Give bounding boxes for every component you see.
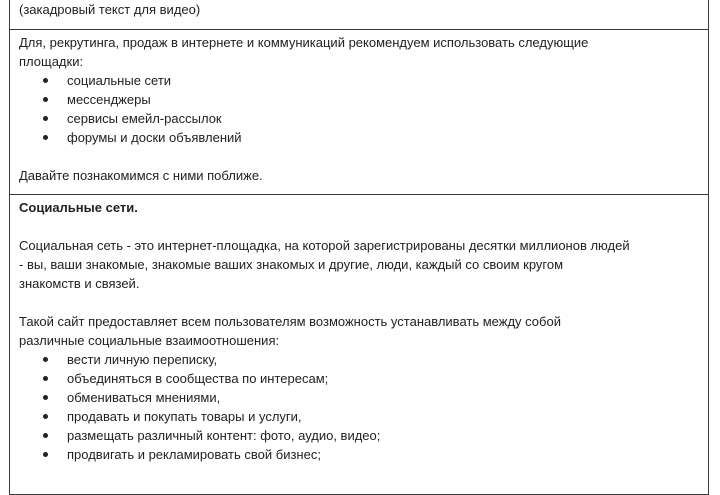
- top-row-cell: [10, 0, 708, 29]
- platforms-cell: [10, 29, 708, 194]
- list-item: [43, 109, 699, 128]
- capabilities-line-1: Такой сайт предоставляет всем пользователям возможность устанавливать между собой: [19, 314, 561, 329]
- bullet-icon: [43, 433, 48, 438]
- capabilities-line-2: различные социальные взаимоотношения:: [19, 333, 280, 348]
- list-item-text: форумы и доски объявлений: [67, 130, 242, 145]
- bullet-icon: [43, 97, 48, 102]
- bullet-icon: [43, 116, 48, 121]
- bullet-icon: [43, 78, 48, 83]
- list-item-text: продавать и покупать товары и услуги,: [67, 409, 302, 424]
- list-item: [43, 128, 699, 147]
- list-item-text: вести личную переписку,: [67, 352, 218, 367]
- platforms-intro-line-1: Для, рекрутинга, продаж в интернете и коммуникаций рекомендуем использовать следующие: [19, 35, 589, 50]
- list-item: [43, 388, 699, 407]
- bullet-icon: [43, 414, 48, 419]
- list-item: [43, 369, 699, 388]
- list-item: [43, 71, 699, 90]
- bullet-icon: [43, 452, 48, 457]
- capabilities-list: [19, 350, 699, 464]
- list-item: [43, 350, 699, 369]
- definition-line-3: знакомств и связей.: [19, 276, 140, 291]
- paragraph-gap: [19, 293, 699, 312]
- list-item: [43, 90, 699, 109]
- paragraph-gap: [19, 147, 699, 166]
- list-item: [43, 407, 699, 426]
- list-item-text: мессенджеры: [67, 92, 151, 107]
- section-title: Социальные сети.: [19, 200, 138, 215]
- voiceover-note: (закадровый текст для видео): [19, 2, 201, 17]
- list-item-text: обмениваться мнениями,: [67, 390, 221, 405]
- list-item: [43, 445, 699, 464]
- list-item-text: социальные сети: [67, 73, 172, 88]
- platforms-list: [19, 71, 699, 147]
- bullet-icon: [43, 376, 48, 381]
- bullet-icon: [43, 395, 48, 400]
- platforms-closing: Давайте познакомимся с ними поближе.: [19, 168, 263, 183]
- bullet-icon: [43, 357, 48, 362]
- bullet-icon: [43, 135, 48, 140]
- list-item: [43, 426, 699, 445]
- list-item-text: продвигать и рекламировать свой бизнес;: [67, 447, 321, 462]
- social-networks-cell: [10, 194, 708, 494]
- list-item-text: размещать различный контент: фото, аудио, видео;: [67, 428, 381, 443]
- document-table: [9, 0, 709, 495]
- definition-line-1: Социальная сеть - это интернет-площадка, на которой зарегистрированы десятки миллионов людей: [19, 238, 630, 253]
- platforms-intro-line-2: площадки:: [19, 54, 84, 69]
- paragraph-gap: [19, 217, 699, 236]
- list-item-text: сервисы емейл-рассылок: [67, 111, 222, 126]
- list-item-text: объединяться в сообщества по интересам;: [67, 371, 329, 386]
- definition-line-2: - вы, ваши знакомые, знакомые ваших знакомых и другие, люди, каждый со своим кругом: [19, 257, 564, 272]
